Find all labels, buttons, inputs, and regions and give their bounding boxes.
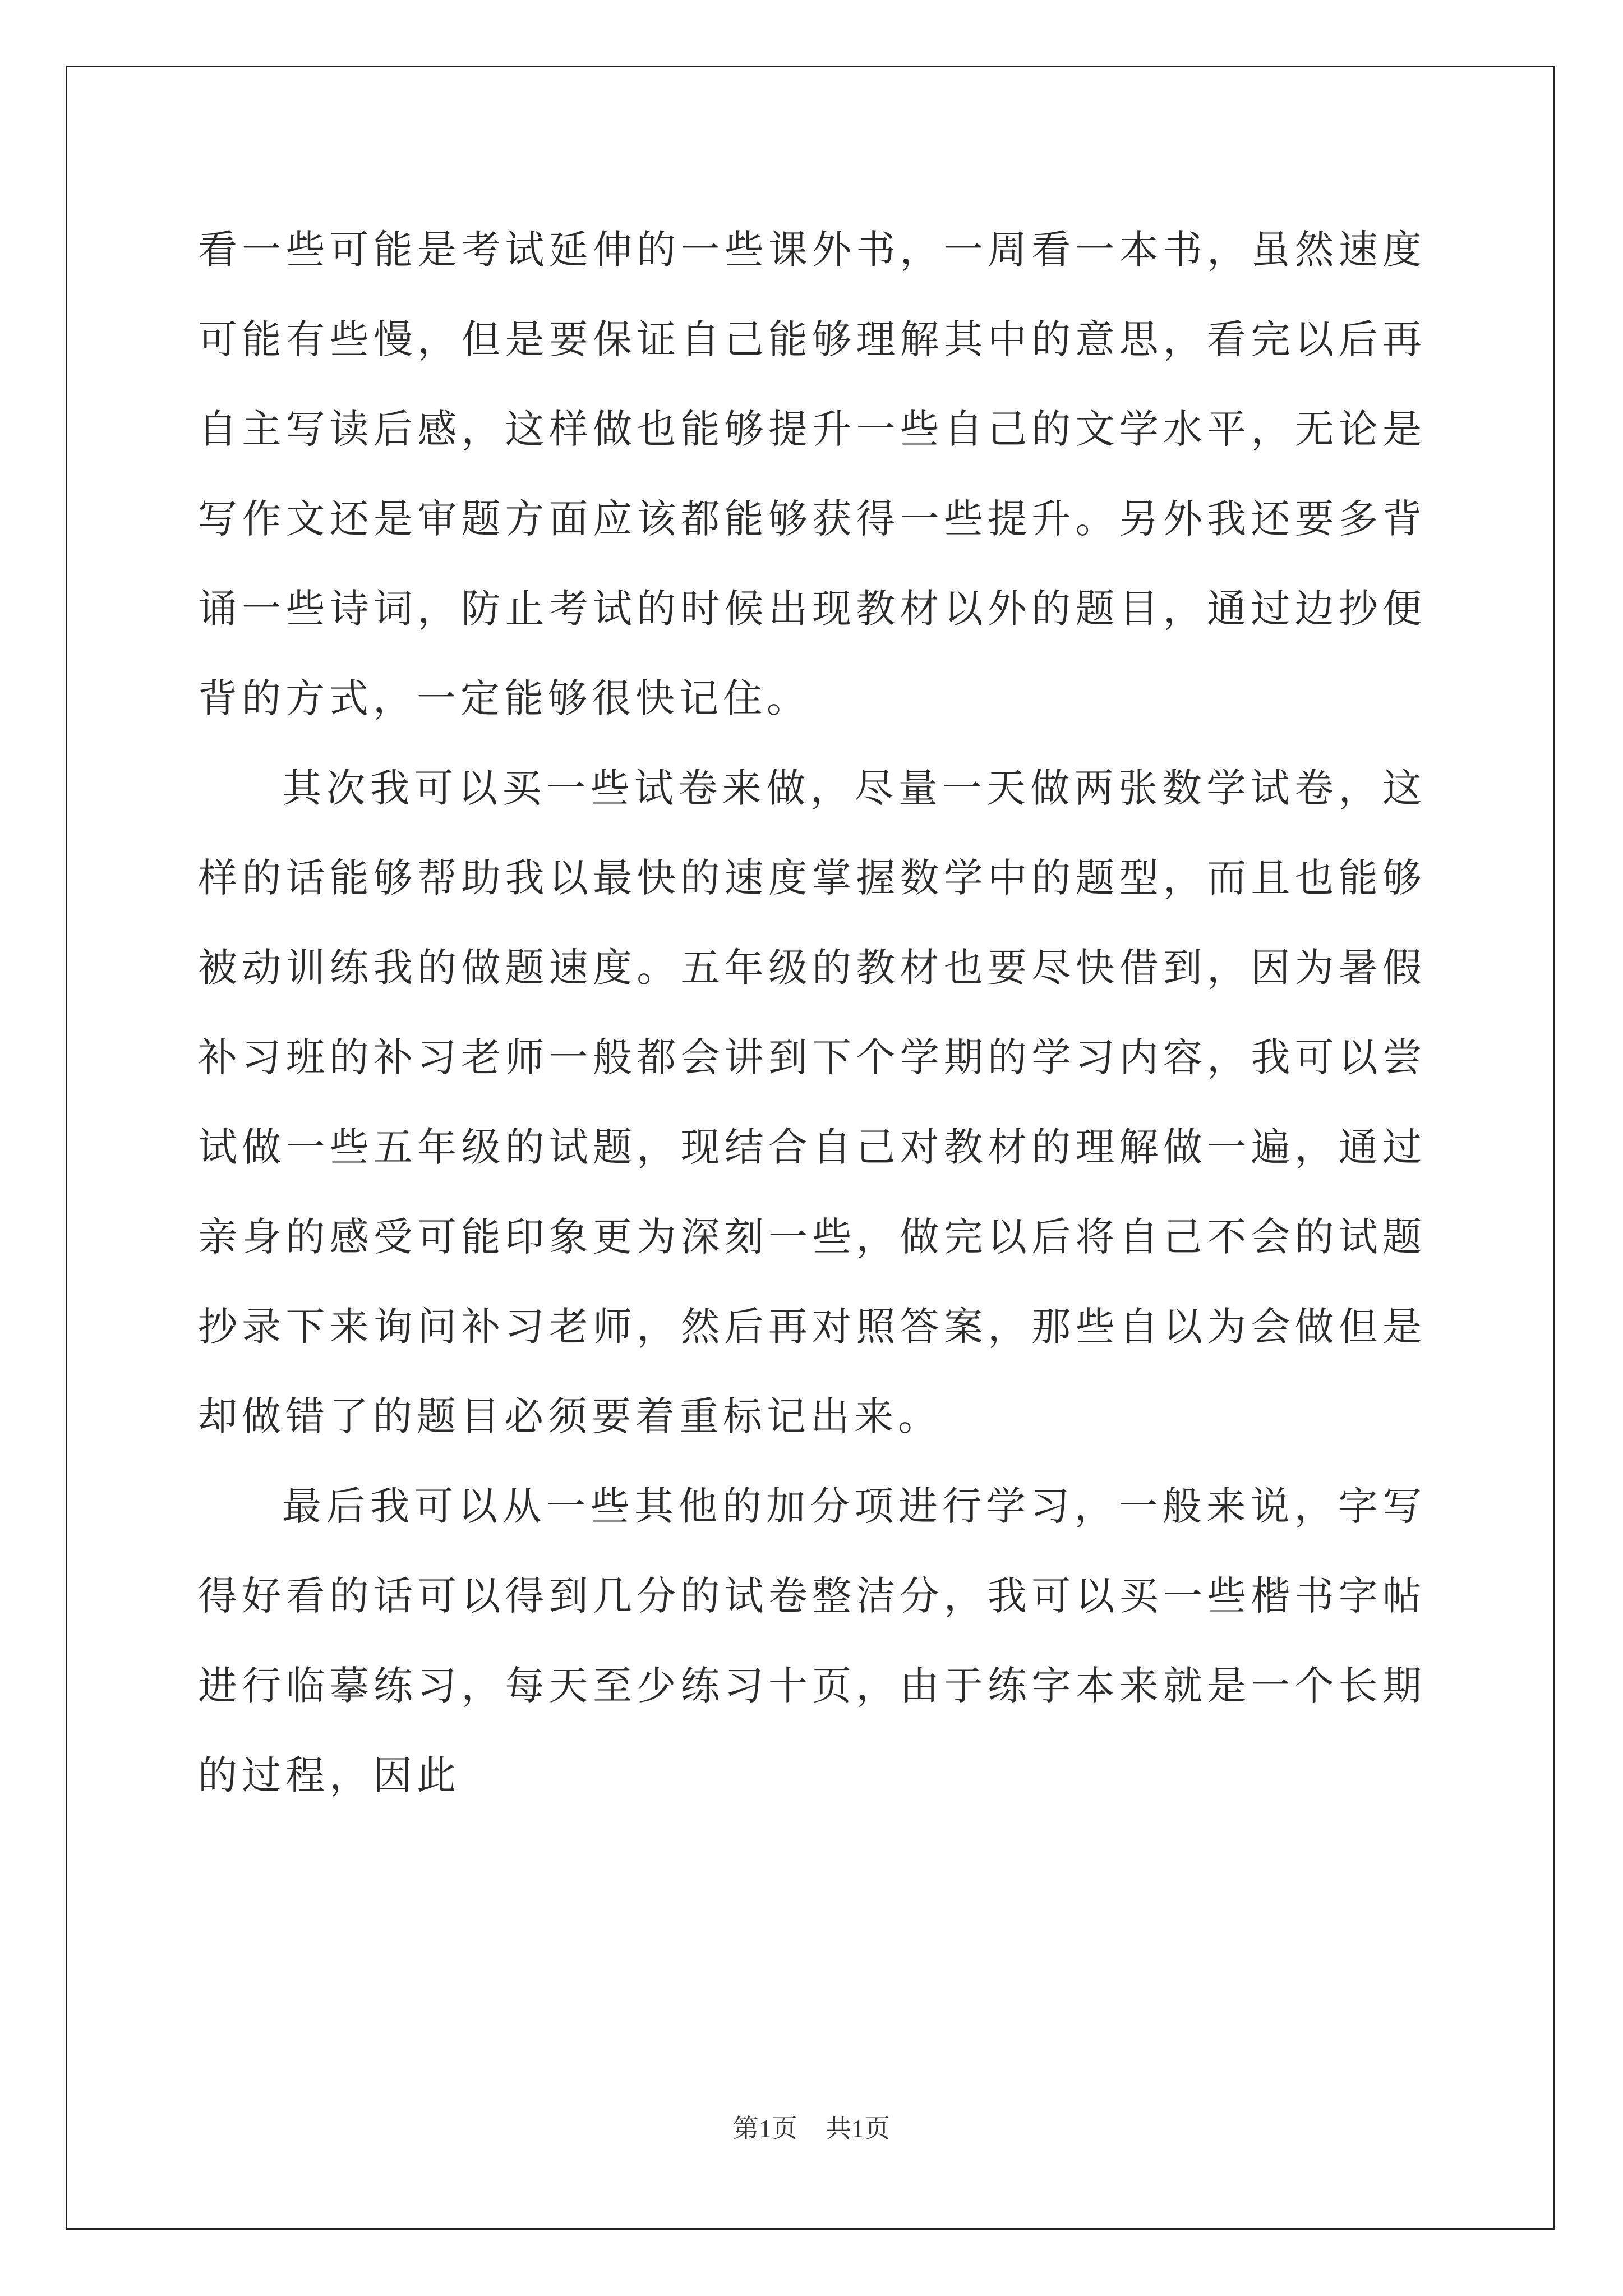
- paragraph-3: 最后我可以从一些其他的加分项进行学习，一般来说，字写得好看的话可以得到几分的试卷整洁分，我可以买一些楷书字帖进行临摹练习，每天至少练习十页，由于练字本来就是一个长期的过程，因此: [198, 1483, 1426, 1798]
- document-body: [198, 205, 1426, 1820]
- page-total: 共1页: [826, 2114, 890, 2143]
- paragraph-2: 其次我可以买一些试卷来做，尽量一天做两张数学试卷，这样的话能够帮助我以最快的速度掌握数学中的题型，而且也能够被动训练我的做题速度。五年级的教材也要尽快借到，因为暑假补习班的补习老师一般都会讲到下个学期的学习内容，我可以尝试做一些五年级的试题，现结合自己对教材的理解做一遍，通过亲身的感受可能印象更为深刻一些，做完以后将自己不会的试题抄录下来询问补习老师，然后再对照答案，那些自以为会做但是却做错了的题目必须要着重标记出来。: [198, 765, 1426, 1439]
- paragraph-1: 看一些可能是考试延伸的一些课外书，一周看一本书，虽然速度可能有些慢，但是要保证自己能够理解其中的意思，看完以后再自主写读后感，这样做也能够提升一些自己的文学水平，无论是写作文还是审题方面应该都能够获得一些提升。另外我还要多背诵一些诗词，防止考试的时候出现教材以外的题目，通过边抄便背的方式，一定能够很快记住。: [198, 227, 1426, 721]
- page-footer: [0, 2108, 1623, 2145]
- page-number: 第1页: [733, 2114, 797, 2143]
